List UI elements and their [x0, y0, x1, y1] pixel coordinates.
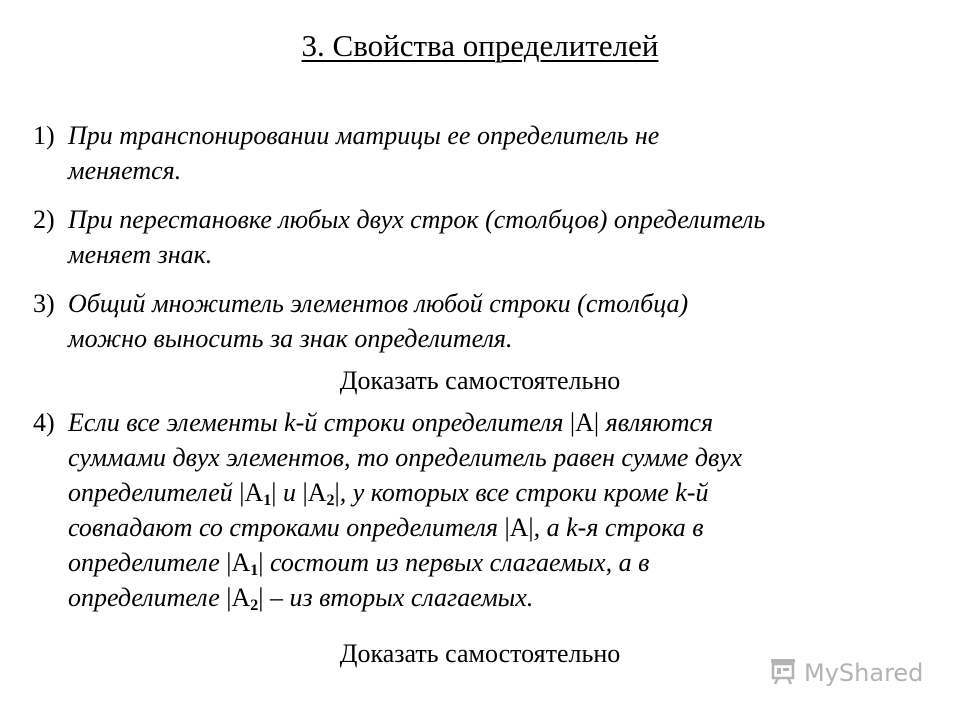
item-text — [68, 286, 933, 356]
myshared-logo — [768, 656, 923, 690]
determinant-a2 — [226, 583, 263, 612]
item-text — [68, 118, 933, 188]
text-segment: определителе — [68, 548, 227, 577]
item-number: 3) — [33, 289, 55, 318]
page-title: 3. Свойства определителей — [301, 28, 659, 63]
determinant-bar: | — [258, 548, 264, 577]
item-line: можно выносить за знак определителя. — [68, 324, 513, 353]
item-line: При транспонировании матрицы ее определитель не — [68, 121, 660, 150]
subscript: 1 — [263, 492, 272, 509]
item-number: 4) — [33, 408, 55, 437]
text-segment: совпадают со строками определителя — [68, 513, 505, 542]
subscript: 1 — [250, 562, 259, 579]
text-segment: определителе — [68, 583, 227, 612]
property-item-2 — [33, 202, 933, 272]
text-segment: – из вторых слагаемых. — [263, 583, 534, 612]
item-line — [68, 510, 933, 545]
item-line — [68, 545, 933, 580]
text-segment: состоит из первых слагаемых, а в — [263, 548, 650, 577]
item-line: Общий множитель элементов любой строки (столбца) — [68, 289, 689, 318]
item-line: меняет знак. — [68, 240, 213, 269]
item-text — [68, 202, 933, 272]
determinant-a1 — [226, 548, 263, 577]
item-line: суммами двух элементов, то определитель равен сумме двух — [68, 443, 743, 472]
item-line — [68, 405, 933, 440]
presentation-board-icon — [768, 656, 798, 691]
text-segment: , у которых все строки кроме k-й — [339, 478, 709, 507]
text-segment: Если все элементы k-й строки определителя — [68, 408, 570, 437]
determinant-bar: | — [258, 583, 264, 612]
text-segment: и — [276, 478, 303, 507]
text-segment: , а k-я строка в — [533, 513, 704, 542]
determinant-a2 — [303, 478, 340, 507]
item-line — [68, 580, 933, 615]
watermark-text: MyShared — [804, 659, 924, 687]
item-number: 2) — [33, 205, 55, 234]
determinant-bar: | — [334, 478, 340, 507]
subscript: 2 — [250, 597, 259, 614]
item-line — [68, 475, 933, 510]
determinant-symbol: |A — [226, 583, 251, 612]
determinant-a: |A| — [504, 513, 534, 542]
item-line: При перестановке любых двух строк (столбцов) определитель — [68, 205, 766, 234]
property-item-1 — [33, 118, 933, 188]
text-segment: являются — [599, 408, 714, 437]
property-item-3 — [33, 286, 933, 356]
determinant-symbol: |A — [302, 478, 327, 507]
property-item-4 — [33, 405, 933, 615]
determinant-symbol: |A — [226, 548, 251, 577]
item-number: 1) — [33, 121, 55, 150]
determinant-symbol: |A — [239, 478, 264, 507]
prove-yourself-note-1: Доказать самостоятельно — [339, 366, 621, 395]
item-text — [68, 405, 933, 615]
determinant-a: |A| — [569, 408, 600, 437]
subscript: 2 — [326, 492, 335, 509]
determinant-a1 — [239, 478, 276, 507]
prove-yourself-note-2: Доказать самостоятельно — [339, 639, 621, 668]
text-segment: определителей — [68, 478, 240, 507]
item-line: меняется. — [68, 156, 182, 185]
determinant-bar: | — [271, 478, 277, 507]
